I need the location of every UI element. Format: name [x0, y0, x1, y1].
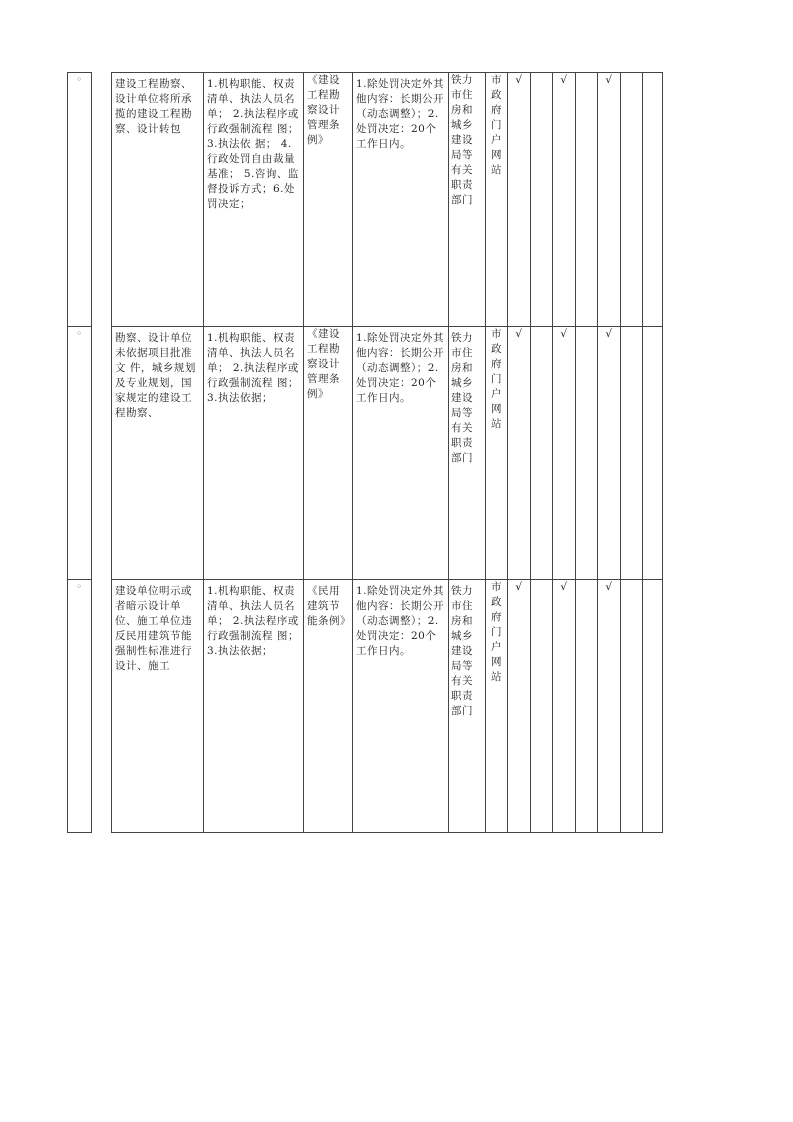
check-cell — [621, 73, 643, 327]
check-cell: √ — [508, 73, 531, 327]
check-cell: √ — [598, 73, 621, 327]
check-cell: √ — [553, 580, 576, 833]
matter-cell — [112, 73, 204, 327]
spacer-cell — [92, 580, 112, 833]
check-cell — [531, 73, 553, 327]
check-cell: √ — [508, 580, 531, 833]
department-cell — [449, 327, 486, 580]
basis-text: 《建设工程勘察设计管理条例》 — [307, 74, 340, 146]
channel-text: 市政府门户网站 — [491, 74, 502, 176]
content-text: 1.机构职能、权责清单、执法人员名单； 2.执法程序或行政强制流程 图； 3.执法依据； — [207, 332, 299, 404]
channel-text: 市政府门户网站 — [491, 328, 502, 430]
timing-text: 1.除处罚决定外其他内容：长期公开（动态调整）；2.处罚决定：20个工作日内。 — [356, 585, 445, 657]
empty-cell — [643, 73, 663, 327]
basis-text: 《民用建筑节能条例》 — [307, 585, 351, 627]
matter-text: 建设工程勘察、设计单位将所承揽的建设工程勘察、设计转包 — [115, 78, 192, 135]
department-text: 铁力市住房和城乡建设局等有关职责部门 — [451, 585, 473, 717]
channel-cell — [486, 580, 508, 833]
timing-cell — [353, 327, 449, 580]
check-cell: √ — [508, 327, 531, 580]
check-cell — [621, 327, 643, 580]
spacer-cell — [92, 327, 112, 580]
department-text: 铁力市住房和城乡建设局等有关职责部门 — [451, 332, 473, 464]
department-cell — [449, 580, 486, 833]
timing-cell — [353, 580, 449, 833]
table-row — [68, 73, 663, 327]
channel-text: 市政府门户网站 — [491, 581, 502, 683]
check-cell: √ — [553, 73, 576, 327]
check-cell — [576, 580, 598, 833]
row-marker: ◦ — [68, 327, 92, 580]
empty-cell — [643, 580, 663, 833]
check-cell — [576, 73, 598, 327]
empty-cell — [643, 327, 663, 580]
disclosure-table — [67, 72, 663, 833]
channel-cell — [486, 73, 508, 327]
check-cell — [531, 327, 553, 580]
basis-cell — [304, 580, 353, 833]
content-text: 1.机构职能、权责清单、执法人员名单； 2.执法程序或行政强制流程 图； 3.执法依 据； 4.行政处罚自由裁量基准； 5.咨询、监督投诉方式；6.处罚决定； — [207, 78, 299, 210]
row-marker: ◦ — [68, 580, 92, 833]
matter-cell — [112, 327, 204, 580]
basis-text: 《建设工程勘察设计管理条例》 — [307, 328, 340, 400]
timing-text: 1.除处罚决定外其他内容：长期公开（动态调整）；2.处罚决定：20个工作日内。 — [356, 78, 445, 150]
table-row — [68, 580, 663, 833]
check-cell: √ — [598, 580, 621, 833]
content-cell — [204, 327, 304, 580]
timing-cell — [353, 73, 449, 327]
matter-text: 建设单位明示或者暗示设计单位、施工单位违反民用建筑节能强制性标准进行设计、施工 — [115, 585, 192, 672]
check-cell — [621, 580, 643, 833]
table-row — [68, 327, 663, 580]
basis-cell — [304, 327, 353, 580]
spacer-cell — [92, 73, 112, 327]
check-cell — [576, 327, 598, 580]
matter-cell — [112, 580, 204, 833]
row-marker: ◦ — [68, 73, 92, 327]
department-text: 铁力市住房和城乡建设局等有关职责部门 — [451, 74, 473, 206]
content-cell — [204, 73, 304, 327]
check-cell: √ — [598, 327, 621, 580]
content-text: 1.机构职能、权责清单、执法人员名单； 2.执法程序或行政强制流程 图； 3.执法依据； — [207, 585, 299, 657]
basis-cell — [304, 73, 353, 327]
matter-text: 勘察、设计单位未依据项目批准文 件，城乡规划及专业规划，国家规定的建设工程勘察、 — [115, 332, 196, 419]
department-cell — [449, 73, 486, 327]
check-cell: √ — [553, 327, 576, 580]
timing-text: 1.除处罚决定外其他内容：长期公开（动态调整）；2.处罚决定：20个工作日内。 — [356, 332, 445, 404]
channel-cell — [486, 327, 508, 580]
content-cell — [204, 580, 304, 833]
check-cell — [531, 580, 553, 833]
